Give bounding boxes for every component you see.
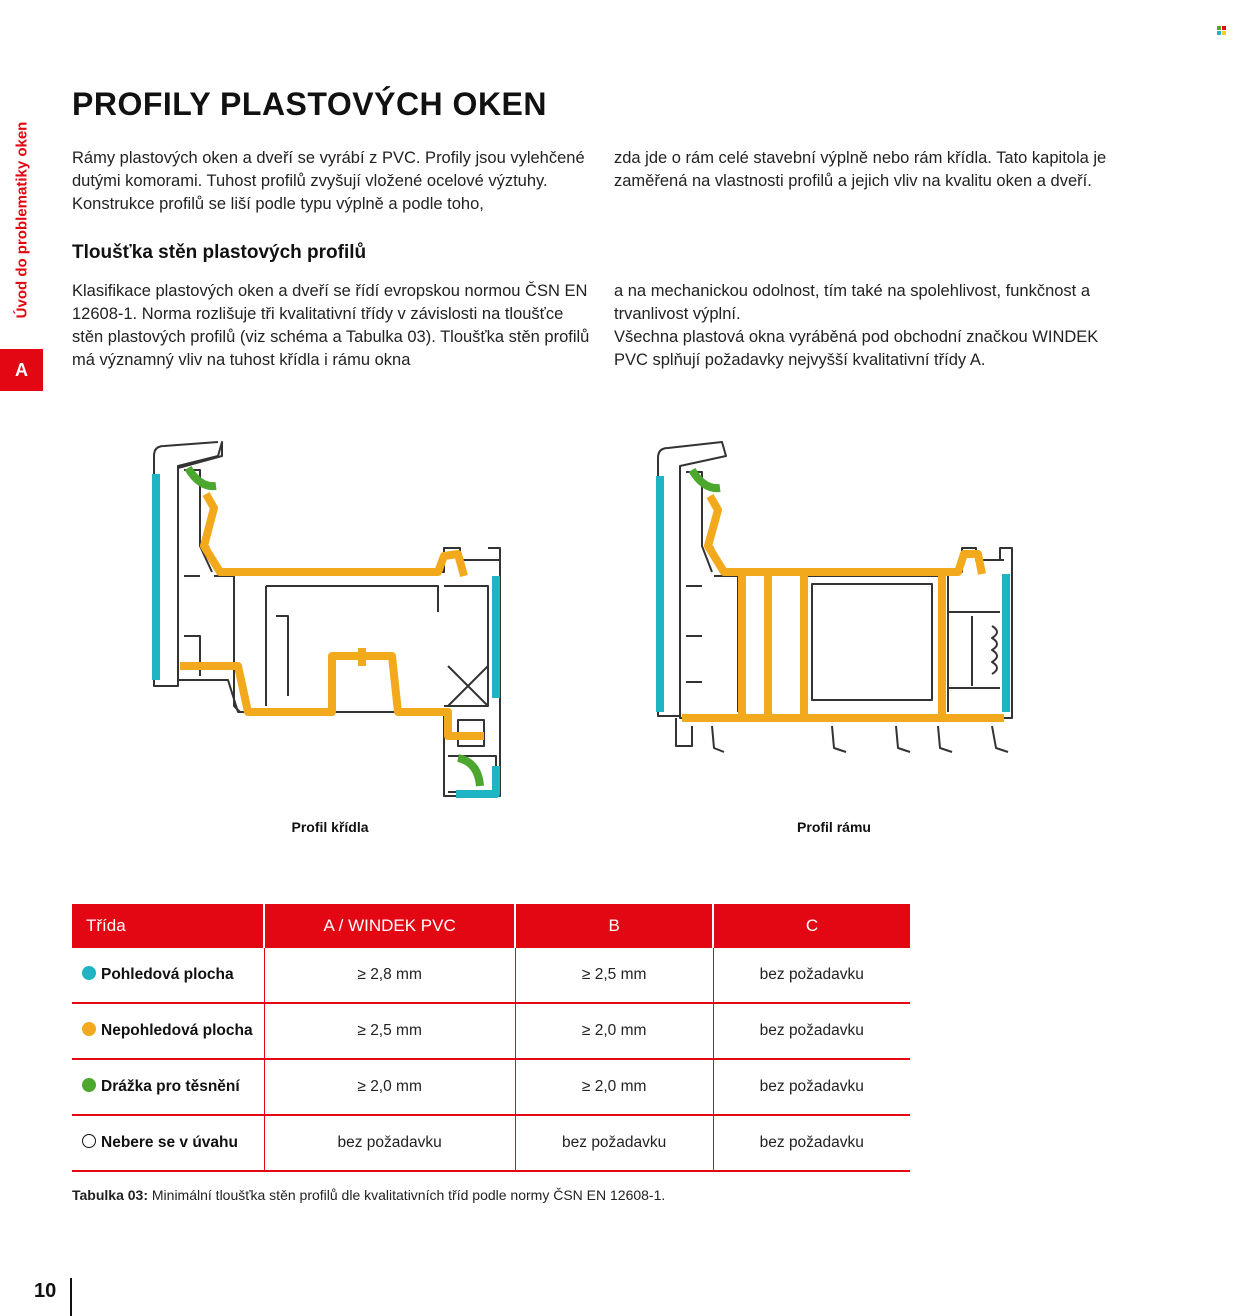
header-class-a: A / WINDEK PVC xyxy=(264,904,515,948)
row-label-cell xyxy=(72,1115,264,1171)
frame-profile-caption: Profil rámu xyxy=(797,819,871,835)
chapter-side-label xyxy=(8,110,36,330)
table-cell: ≥ 2,5 mm xyxy=(515,948,713,1003)
table-cell: ≥ 2,5 mm xyxy=(264,1003,515,1059)
table-cell: ≥ 2,0 mm xyxy=(515,1059,713,1115)
chapter-tab[interactable] xyxy=(0,349,43,391)
body-paragraph-right-1: a na mechanickou odolnost, tím také na spolehlivost, funkčnost a trvanlivost výplní. xyxy=(614,282,1091,323)
green-dot-icon xyxy=(82,1078,96,1092)
table-cell: bez požadavku xyxy=(713,1059,910,1115)
table-cell: bez požadavku xyxy=(713,1003,910,1059)
table-cell: bez požadavku xyxy=(264,1115,515,1171)
table-cell: bez požadavku xyxy=(515,1115,713,1171)
row-label: Drážka pro těsnění xyxy=(101,1078,240,1095)
chapter-label-text: Úvod do problematiky oken xyxy=(13,121,31,319)
chapter-tab-letter: A xyxy=(15,359,28,380)
intro-paragraph-right: zda jde o rám celé stavební výplně nebo rám křídla. Tato kapitola je zaměřená na vlastnosti profilů a jejich vliv na kvalitu oken a dveří. xyxy=(614,149,1107,190)
header-class: Třída xyxy=(72,904,264,948)
header-class-c: C xyxy=(713,904,910,948)
table-row xyxy=(72,948,910,1003)
header-class-b: B xyxy=(515,904,713,948)
teal-dot-icon xyxy=(82,966,96,980)
page-number-divider xyxy=(70,1278,72,1316)
orange-dot-icon xyxy=(82,1022,96,1036)
empty-circle-icon xyxy=(82,1134,96,1148)
table-cell: bez požadavku xyxy=(713,948,910,1003)
section-heading: Tloušťka stěn plastových profilů xyxy=(72,242,367,263)
table-caption-label: Tabulka 03: xyxy=(72,1187,148,1203)
table-row xyxy=(72,1115,910,1171)
wall-thickness-table xyxy=(72,904,910,1172)
page-number: 10 xyxy=(34,1280,57,1302)
row-label: Nebere se v úvahu xyxy=(101,1134,238,1151)
row-label: Pohledová plocha xyxy=(101,966,234,983)
table-cell: bez požadavku xyxy=(713,1115,910,1171)
table-header-row xyxy=(72,904,910,948)
sash-profile-diagram xyxy=(148,436,514,810)
table-cell: ≥ 2,0 mm xyxy=(515,1003,713,1059)
table-row xyxy=(72,1003,910,1059)
row-label-cell xyxy=(72,1003,264,1059)
table-caption-text: Minimální tloušťka stěn profilů dle kvalitativních tříd podle normy ČSN EN 12608-1. xyxy=(148,1187,666,1203)
color-registration-mark xyxy=(1217,26,1226,35)
row-label-cell xyxy=(72,1059,264,1115)
body-paragraph-left: Klasifikace plastových oken a dveří se řídí evropskou normou ČSN EN 12608-1. Norma rozlišuje tři kvalitativní třídy v závislosti na tloušťce stěn plastových profilů (viz schéma a Tabulka 03). Tloušťka stěn profilů má významný vliv na tuhost křídla i rámu okna xyxy=(72,282,590,369)
row-label-cell xyxy=(72,948,264,1003)
sash-profile-caption: Profil křídla xyxy=(291,819,369,835)
intro-paragraph-left: Rámy plastových oken a dveří se vyrábí z PVC. Profily jsou vylehčené dutými komorami. Tuhost profilů zvyšují vložené ocelové výztuhy. Konstrukce profilů se liší podle typu výplně a podle toho, xyxy=(72,149,585,213)
body-paragraph-right-2: Všechna plastová okna vyráběná pod obchodní značkou WINDEK PVC splňují požadavky nejvyšší kvalitativní třídy A. xyxy=(614,328,1099,369)
row-label: Nepohledová plocha xyxy=(101,1022,253,1039)
page-title: PROFILY PLASTOVÝCH OKEN xyxy=(72,86,547,122)
table-row xyxy=(72,1059,910,1115)
table-caption xyxy=(72,1187,665,1203)
frame-profile-diagram xyxy=(652,436,1018,766)
table-cell: ≥ 2,8 mm xyxy=(264,948,515,1003)
table-cell: ≥ 2,0 mm xyxy=(264,1059,515,1115)
